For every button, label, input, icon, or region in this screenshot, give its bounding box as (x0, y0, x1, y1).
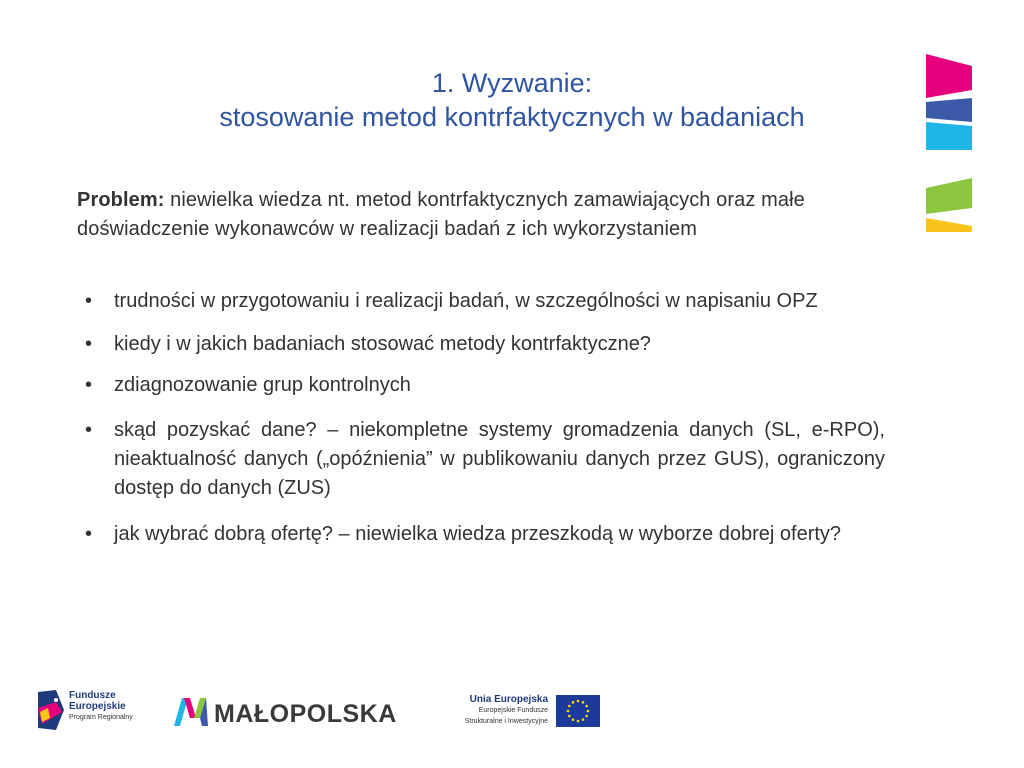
fe-line-3: Program Regionalny (69, 714, 133, 721)
eu-line-3: Strukturalne i Inwestycyjne (464, 718, 548, 725)
bullet-dot: • (85, 419, 93, 441)
eu-star (582, 718, 585, 721)
problem-text: niewielka wiedza nt. metod kontrfaktycznych zamawiających oraz małe doświadczenie wykonawców w realizacji badań z ich wykorzystaniem (77, 189, 805, 240)
stripe-blue (926, 98, 972, 122)
fe-line-1: Fundusze (69, 690, 116, 701)
list-item (77, 416, 885, 503)
eu-star (585, 705, 588, 708)
slide-title (60, 66, 964, 134)
bullet-dot: • (85, 333, 93, 355)
fundusze-europejskie-logo (36, 688, 146, 738)
bullet-text: trudności w przygotowaniu i realizacji badań, w szczególności w napisaniu OPZ (114, 290, 818, 312)
eu-star (585, 715, 588, 718)
list-item (77, 330, 885, 359)
fe-flag-icon (36, 688, 66, 732)
eu-star (572, 701, 575, 704)
eu-star (568, 715, 571, 718)
title-line-2: stosowanie metod kontrfaktycznych w badaniach (219, 102, 805, 132)
eu-star (572, 718, 575, 721)
eu-line-1: Unia Europejska (469, 694, 548, 705)
bullet-dot: • (85, 523, 93, 545)
list-item (77, 371, 885, 400)
bullet-text: kiedy i w jakich badaniach stosować metody kontrfaktyczne? (114, 333, 651, 355)
bullet-dot: • (85, 374, 93, 396)
eu-star (587, 710, 590, 713)
footer-logos (0, 680, 1024, 750)
list-item (77, 520, 885, 549)
bullet-text: zdiagnozowanie grup kontrolnych (114, 374, 411, 396)
problem-label: Problem: (77, 189, 165, 211)
eu-flag-icon (556, 695, 600, 727)
title-line-1: 1. Wyzwanie: (431, 68, 593, 98)
fe-line-2: Europejskie (69, 701, 126, 712)
eu-text (448, 694, 548, 727)
list-item (77, 287, 885, 316)
eu-line-2: Europejskie Fundusze (478, 707, 548, 714)
malopolska-text: MAŁOPOLSKA (214, 700, 397, 728)
eu-star (577, 720, 580, 723)
stripe-yellow (926, 218, 972, 232)
malopolska-m-icon (172, 694, 210, 728)
problem-statement (77, 186, 885, 244)
stripe-cyan (926, 122, 972, 150)
decorative-stripes-graphic (920, 50, 980, 240)
fe-text (69, 690, 133, 723)
eu-star (568, 705, 571, 708)
bullet-text: jak wybrać dobrą ofertę? – niewielka wiedza przeszkodą w wyborze dobrej oferty? (114, 523, 842, 545)
eu-star (567, 710, 570, 713)
stripe-green (926, 178, 972, 214)
eu-star (582, 701, 585, 704)
unia-europejska-logo (448, 692, 608, 742)
bullet-text: skąd pozyskać dane? – niekompletne systemy gromadzenia danych (SL, e-RPO), nieaktualność danych („opóźnienia” w publikowaniu danych przez GUS), ograniczony dostęp do danych (ZUS) (114, 419, 885, 499)
bullet-list (77, 287, 885, 567)
stripe-magenta (926, 54, 972, 98)
bullet-dot: • (85, 290, 93, 312)
eu-star (577, 700, 580, 703)
malopolska-logo (172, 694, 422, 734)
